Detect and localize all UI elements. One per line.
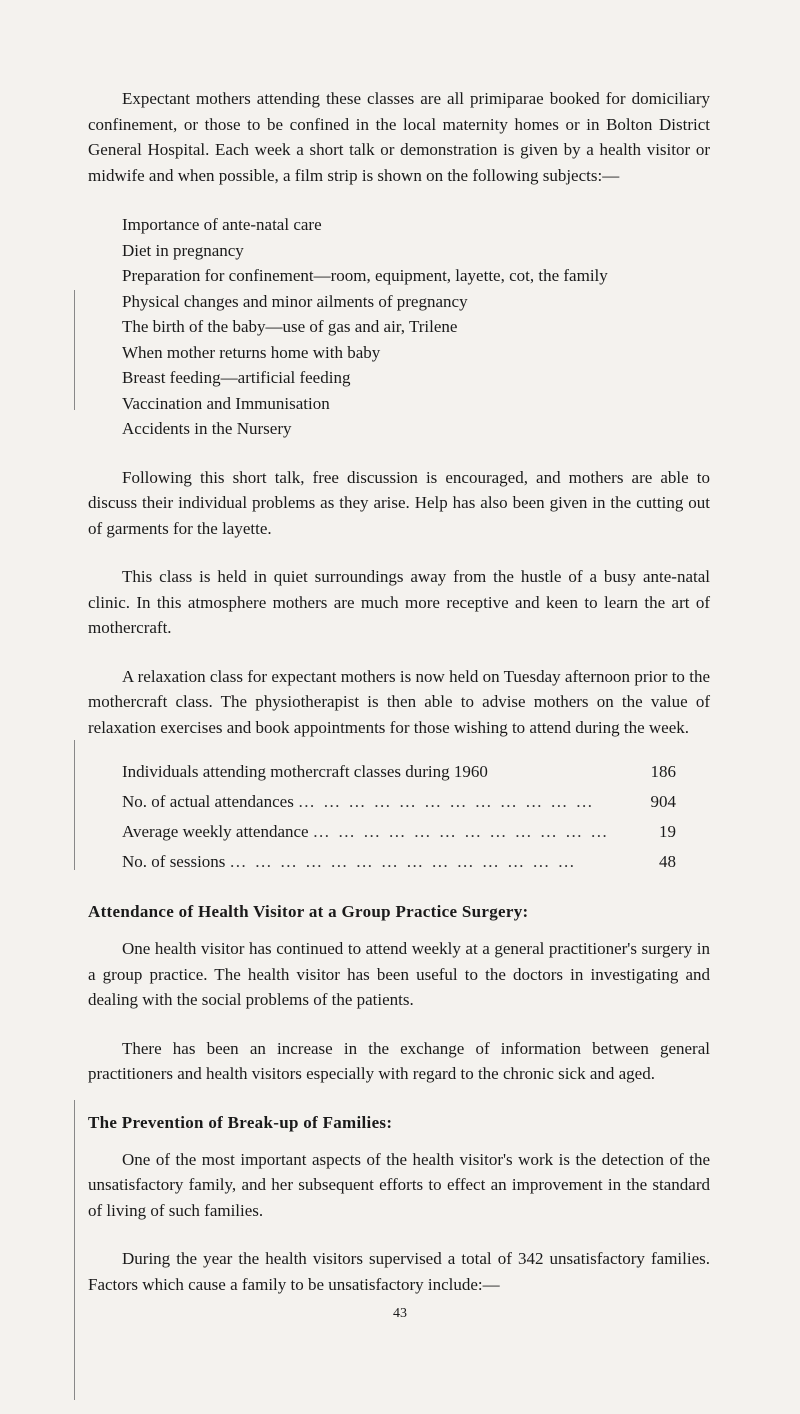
stat-row: [122, 757, 676, 787]
group-practice-section: [88, 902, 710, 1087]
subject-item: Physical changes and minor ailments of pregnancy: [122, 291, 468, 311]
attendance-stats: [122, 757, 676, 877]
document-page: [88, 86, 710, 1323]
section-heading: The Prevention of Break-up of Families:: [88, 1112, 393, 1132]
subject-item: Breast feeding—artificial feeding: [122, 368, 351, 387]
subject-item: Preparation for confinement—room, equipment, layette, cot, the family: [122, 266, 608, 285]
stat-value: 186: [650, 762, 676, 781]
scan-edge-mark: [74, 290, 75, 410]
subject-item: Vaccination and Immunisation: [122, 393, 330, 413]
subjects-list: [88, 212, 710, 442]
subject-item: Accidents in the Nursery: [122, 419, 292, 438]
page-number: 43: [393, 1306, 407, 1321]
stat-label: Individuals attending mothercraft classes during 1960: [122, 762, 488, 781]
stat-row: [122, 817, 676, 847]
surroundings-paragraph: This class is held in quiet surroundings away from the hustle of a busy ante-natal clinic. In this atmosphere mothers are much more receptive and keen to learn the art of mothercraft.: [88, 567, 710, 637]
stat-value: 19: [659, 822, 676, 841]
stat-label: No. of actual attendances: [122, 792, 294, 811]
stat-leader: [488, 757, 650, 787]
section-paragraph: There has been an increase in the exchange of information between general practitioners and health visitors especially with regard to the chronic sick and aged.: [88, 1038, 710, 1083]
stat-value: 48: [659, 852, 676, 871]
discussion-paragraph: Following this short talk, free discussion is encouraged, and mothers are able to discuss their individual problems as they arise. Help has also been given in the cutting out of garments for the layette.: [88, 467, 710, 538]
subject-item: Diet in pregnancy: [122, 240, 244, 260]
subject-item: Importance of ante-natal care: [122, 215, 322, 234]
section-paragraph: One health visitor has continued to attend weekly at a general practitioner's surgery in a group practice. The health visitor has been useful to the doctors in investigating and dealing with the social problems of the patients.: [88, 939, 710, 1009]
relaxation-paragraph: A relaxation class for expectant mothers is now held on Tuesday afternoon prior to the mothercraft class. The physiotherapist is then able to advise mothers on the value of relaxation exercises and book appointments for those wishing to attend during the week.: [88, 666, 710, 737]
subject-item: The birth of the baby—use of gas and air, Trilene: [122, 317, 458, 336]
stat-row: [122, 787, 676, 817]
stat-label: No. of sessions: [122, 852, 226, 871]
family-breakup-section: [88, 1113, 710, 1298]
stat-leader: … … … … … … … … … … … … … …: [229, 852, 577, 871]
section-paragraph: During the year the health visitors supervised a total of 342 unsatisfactory families. Factors which cause a family to be unsatisfactory include:—: [88, 1249, 710, 1294]
section-heading: Attendance of Health Visitor at a Group Practice Surgery:: [88, 902, 529, 921]
scan-edge-mark: [74, 740, 75, 870]
stat-leader: … … … … … … … … … … … …: [312, 822, 610, 841]
stat-label: Average weekly attendance: [122, 822, 309, 841]
section-paragraph: One of the most important aspects of the health visitor's work is the detection of the unsatisfactory family, and her subsequent efforts to effect an improvement in the standard of living of such families.: [88, 1149, 710, 1220]
intro-paragraph: Expectant mothers attending these classes are all primiparae booked for domiciliary confinement, or those to be confined in the local maternity homes or in Bolton District General Hospital. Each week a short talk or demonstration is given by a health visitor or midwife and when possible, a film strip is shown on the following subjects:—: [88, 89, 710, 185]
scan-edge-mark: [74, 1100, 75, 1400]
subject-item: When mother returns home with baby: [122, 342, 381, 362]
stat-value: 904: [650, 792, 676, 811]
stat-row: [122, 847, 676, 877]
stat-leader: … … … … … … … … … … … …: [297, 792, 595, 811]
